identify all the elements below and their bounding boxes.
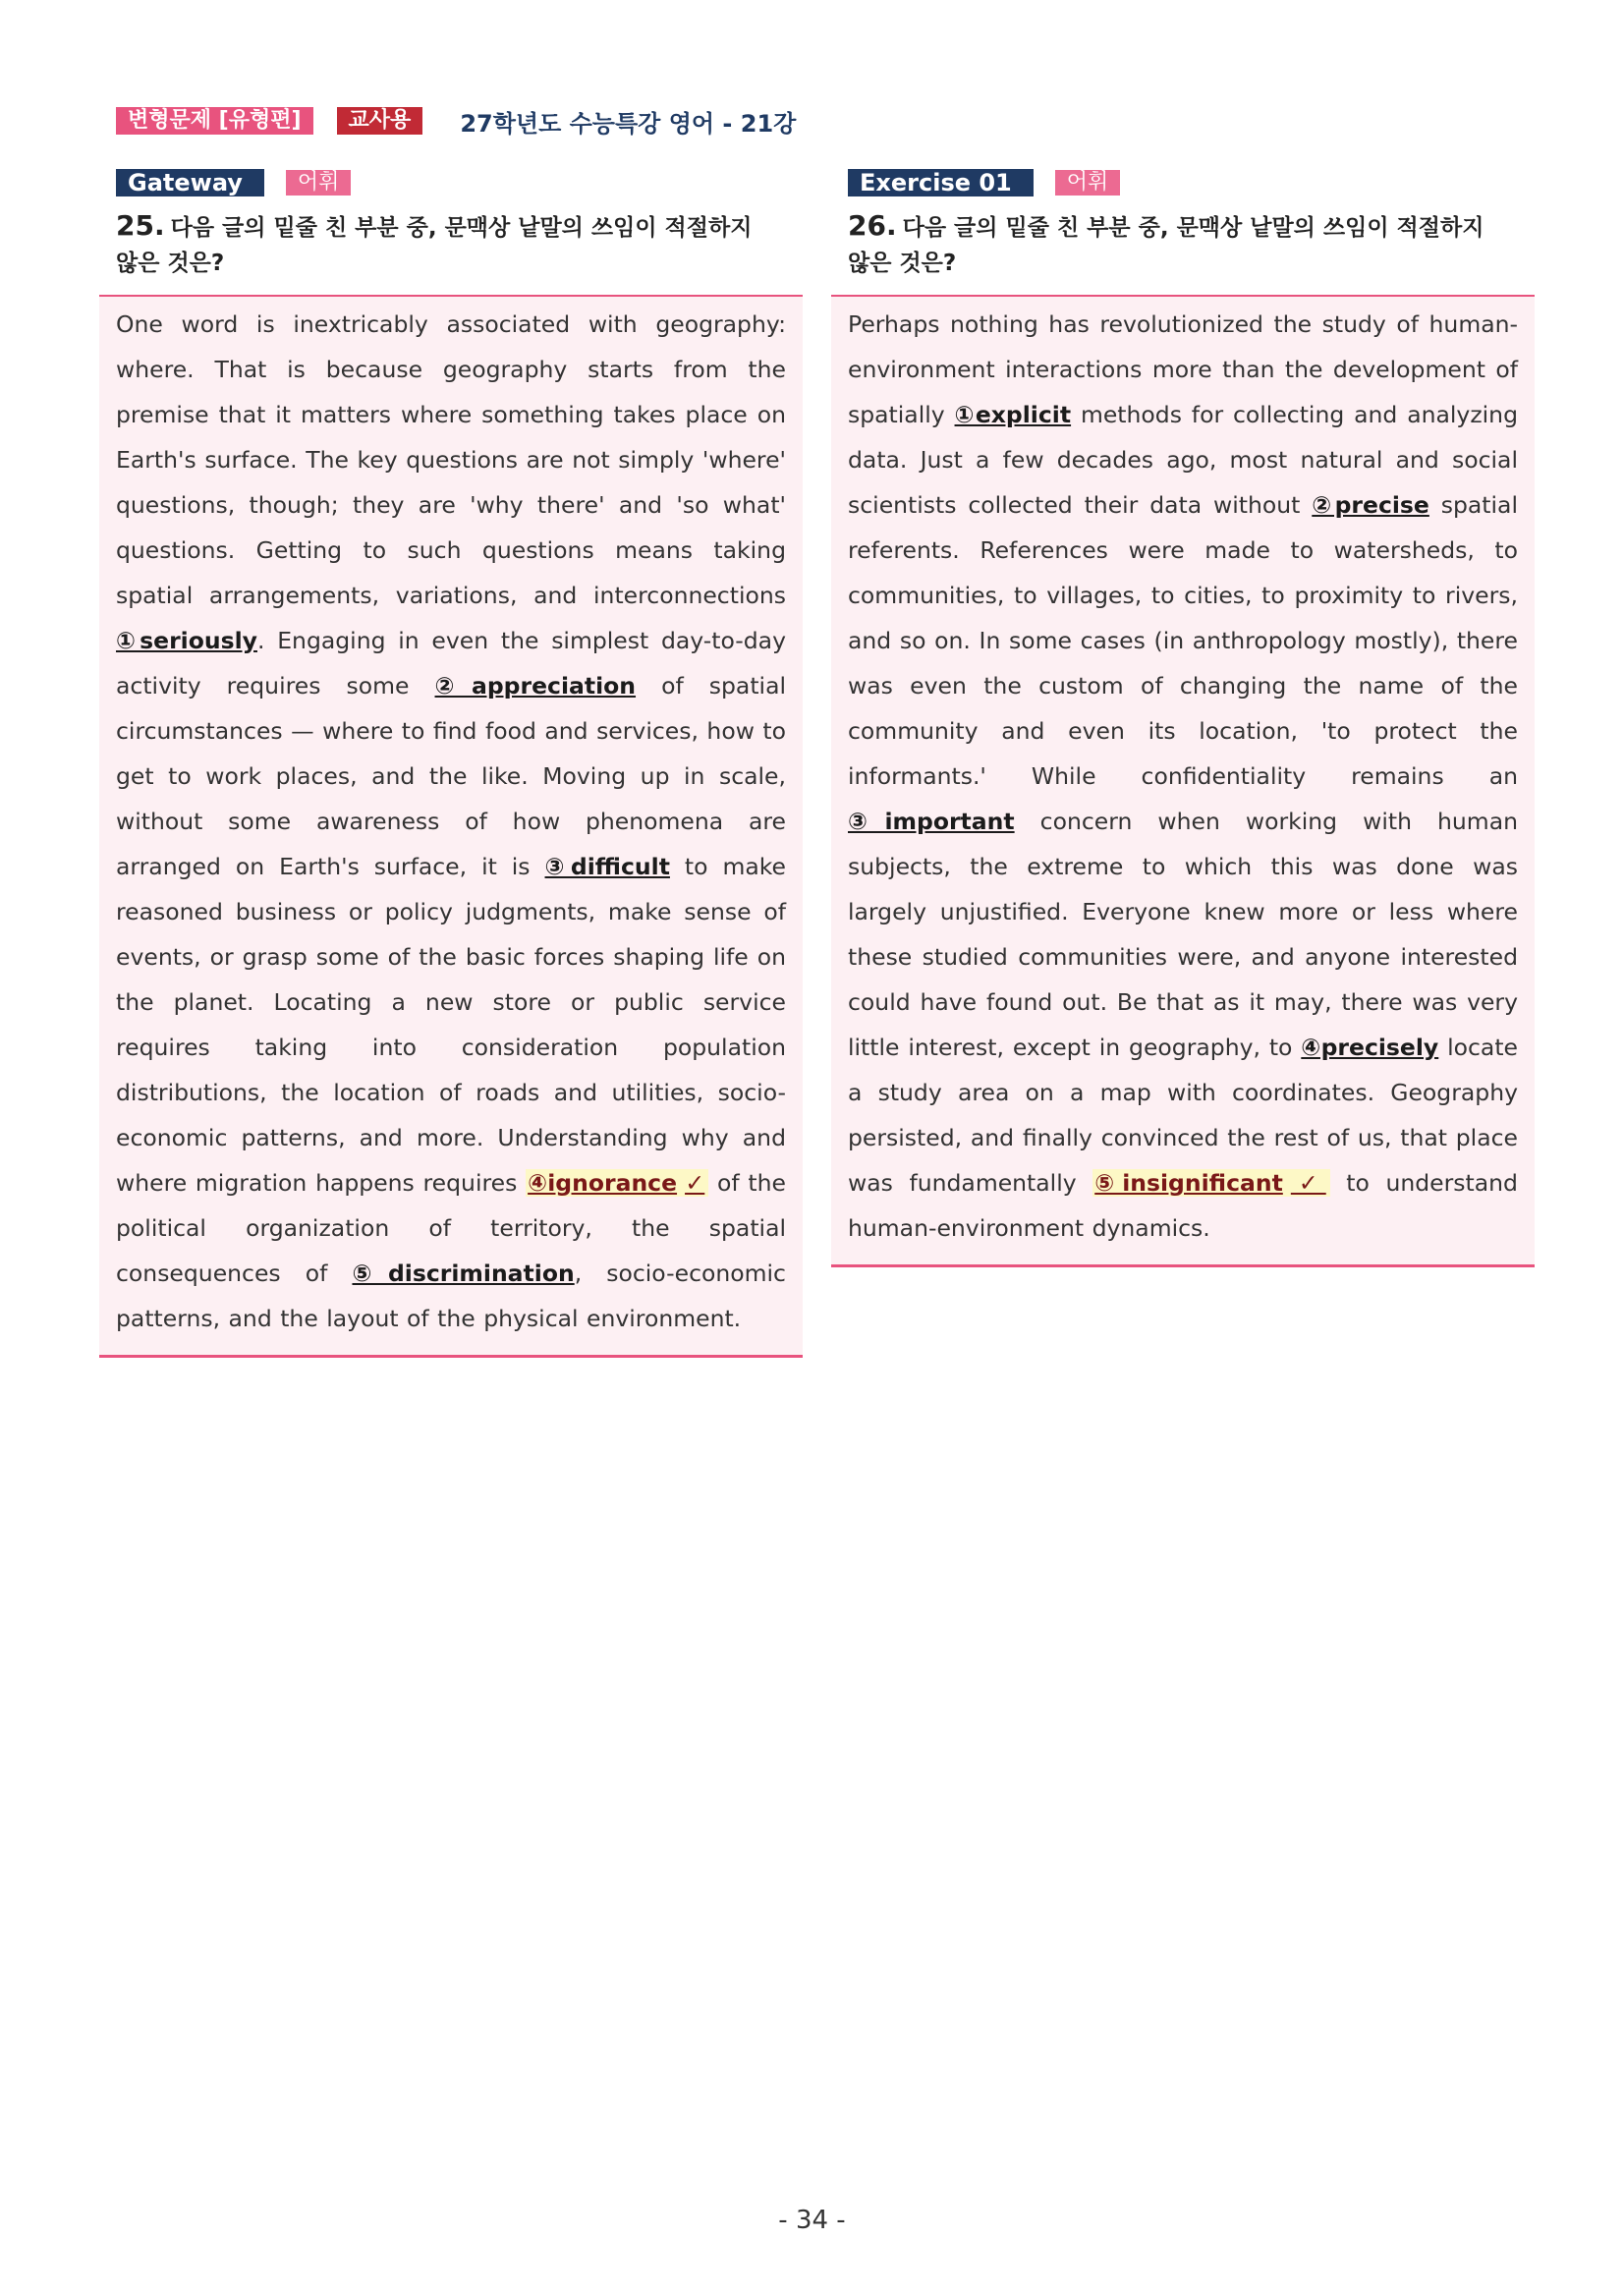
passage-segment: , socio-economic patterns, and the layout of the physical environment. (116, 1260, 786, 1332)
question-title (99, 196, 764, 281)
page-header (116, 106, 796, 136)
underlined-word-4: ④precisely (1301, 1034, 1439, 1061)
answer-highlight (1092, 1169, 1330, 1197)
passage-segment: to understand human-environment dynamics. (848, 1169, 1518, 1242)
passage-segment: of spatial circumstances — where to find food and services, how to get to work places, and the like. Moving up in scale, without some awareness of how phenomena are arranged on Earth's surface, it is (116, 672, 787, 880)
underlined-word-2: ②precise (1312, 491, 1429, 519)
underlined-word-5: ⑤insignificant (1094, 1169, 1283, 1197)
passage-segment: concern when working with human subjects, the extreme to which this was done was largely unjustified. Everyone knew more or less where these studied communities were, and anyone interested could have found out. Be that as it may, there was very little interest, except in geography, to (848, 808, 1518, 1061)
underlined-word-1: ①explicit (954, 401, 1072, 428)
vocab-label: 어휘 (1055, 170, 1121, 196)
question-labels (99, 169, 803, 196)
passage-box (831, 295, 1535, 1267)
question-number: 26. (848, 209, 897, 242)
underlined-word-4: ④ignorance (528, 1169, 678, 1197)
passage-segment: methods for collecting and analyzing data. Just a few decades ago, most natural and social scientists collected their data without (848, 401, 1518, 519)
underlined-word-3: ③important (848, 808, 1015, 835)
check-mark-icon: ✓ (685, 1169, 705, 1197)
passage-segment: spatial referents. References were made to watersheds, to communities, to villages, to cities, to proximity to rivers, and so on. In some cases (in anthropology mostly), there was even the custom of changing the name of the community and even its location, 'to protect the informants.' While confidentiality remains an (848, 491, 1518, 790)
passage-segment: of the political organization of territory, the spatial consequences of (116, 1169, 786, 1287)
check-mark-icon: ✓ (1290, 1169, 1326, 1197)
header-title: 27학년도 수능특강 영어 - 21강 (460, 109, 797, 138)
question-labels (831, 169, 1535, 196)
question-text: 다음 글의 밑줄 친 부분 중, 문맥상 낱말의 쓰임이 적절하지 않은 것은? (116, 215, 753, 276)
underlined-word-3: ③difficult (544, 853, 670, 880)
passage-segment: Perhaps nothing has revolutionized the study of human-environment interactions more than the development of spatially (848, 310, 1518, 428)
answer-highlight (526, 1169, 708, 1197)
passage-segment: . Engaging in even the simplest day-to-day activity requires some (116, 627, 786, 700)
passage-box (99, 295, 803, 1358)
underlined-word-2: ②appreciation (434, 672, 637, 700)
question-25-column (99, 169, 803, 1358)
page-number: - 34 - (778, 2206, 846, 2235)
passage-segment: to make reasoned business or policy judgments, make sense of events, or grasp some of the basic forces shaping life on the planet. Locating a new store or public service requires taking into consideration population distributions, the location of roads and utilities, socio-economic patterns, and more. Understanding why and where migration happens requires (116, 853, 786, 1197)
question-26-column (831, 169, 1535, 1267)
vocab-label: 어휘 (286, 170, 352, 196)
underlined-word-5: ⑤discrimination (352, 1260, 575, 1287)
gateway-label: Gateway (116, 169, 264, 196)
exercise-label: Exercise 01 (848, 169, 1034, 196)
passage-text (848, 302, 1518, 1251)
passage-segment: One word is inextricably associated with geography: where. That is because geography starts from the premise that it matters where something takes place on Earth's surface. The key questions are not simply 'where' questions, though; they are 'why there' and 'so what' questions. Getting to such questions means taking spatial arrangements, variations, and interconnections (116, 310, 786, 609)
passage-text (116, 302, 786, 1341)
question-number: 25. (116, 209, 165, 242)
type-tag: 변형문제 [유형편] (116, 107, 313, 135)
question-title (831, 196, 1496, 281)
teacher-tag: 교사용 (337, 107, 423, 135)
passage-segment: locate a study area on a map with coordinates. Geography persisted, and finally convinced the rest of us, that place was fundamentally (848, 1034, 1519, 1197)
question-text: 다음 글의 밑줄 친 부분 중, 문맥상 낱말의 쓰임이 적절하지 않은 것은? (848, 215, 1484, 276)
underlined-word-1: ①seriously (116, 627, 257, 654)
